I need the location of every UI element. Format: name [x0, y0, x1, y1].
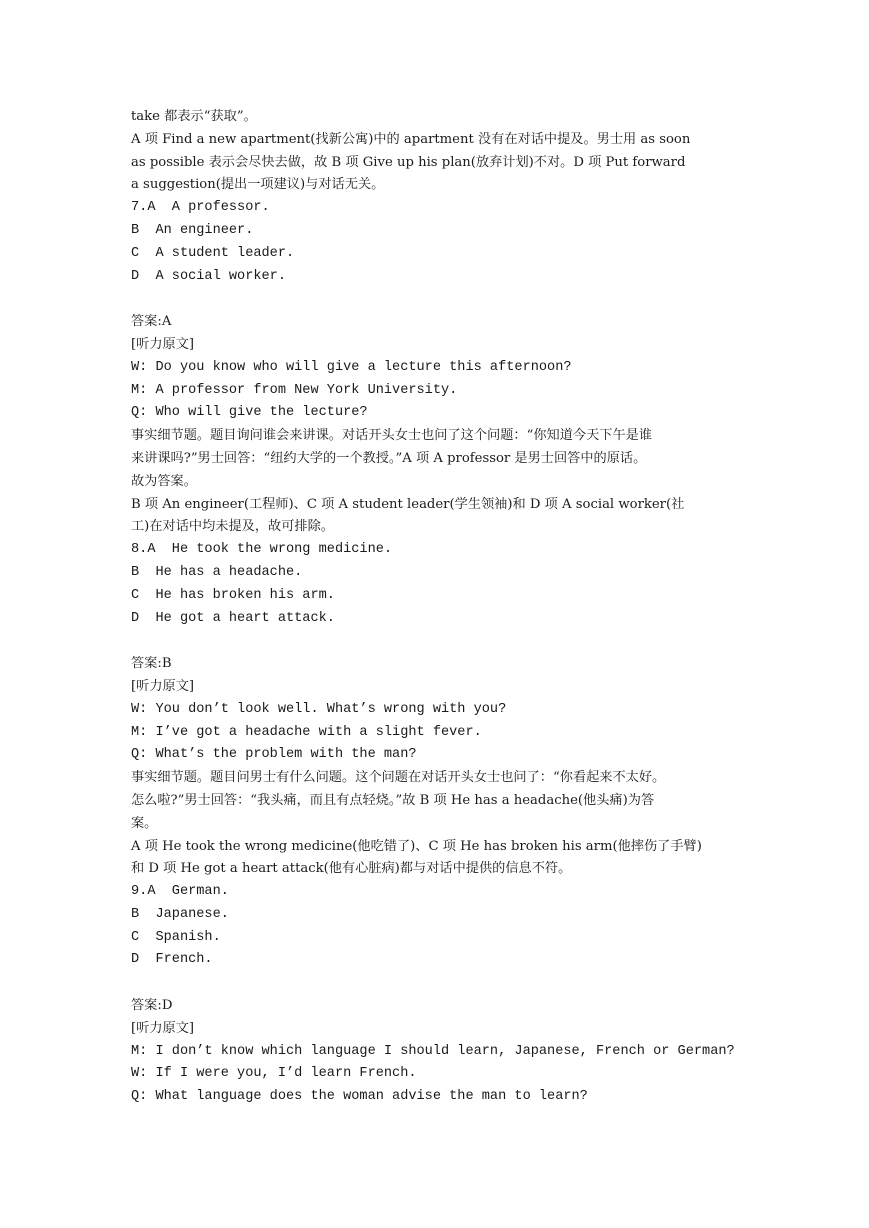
text-line: 怎么啦?”男士回答：“我头痛，而且有点轻烧。”故 B 项 He has a headache(他头痛)为答: [131, 792, 655, 808]
blank-line: [131, 972, 741, 995]
answer-line: 答案:A: [131, 314, 172, 330]
blank-line: [131, 630, 741, 653]
option-line: 7.A A professor.: [131, 200, 270, 216]
text-line: a suggestion(提出一项建议)与对话无关。: [131, 177, 385, 193]
text-line: 工)在对话中均未提及，故可排除。: [131, 519, 334, 535]
dialogue-line: M: I don’t know which language I should learn, Japanese, French or German?: [131, 1043, 735, 1059]
transcript-heading: [听力原文]: [131, 1020, 195, 1036]
dialogue-line: Q: What’s the problem with the man?: [131, 747, 417, 763]
option-line: C He has broken his arm.: [131, 587, 335, 603]
text-line: 来讲课吗?”男士回答：“纽约大学的一个教授。”A 项 A professor 是男士回答中的原话。: [131, 450, 647, 466]
transcript-heading: [听力原文]: [131, 678, 195, 694]
text-line: A 项 Find a new apartment(找新公寓)中的 apartment 没有在对话中提及。男士用 as soon: [131, 131, 691, 147]
dialogue-line: W: If I were you, I’d learn French.: [131, 1066, 417, 1082]
text-line: B 项 An engineer(工程师)、C 项 A student leader(学生领袖)和 D 项 A social worker(社: [131, 496, 685, 512]
option-line: 8.A He took the wrong medicine.: [131, 542, 393, 558]
option-line: C A student leader.: [131, 245, 295, 261]
text-line: 故为答案。: [131, 473, 197, 489]
option-line: D He got a heart attack.: [131, 610, 335, 626]
dialogue-line: Q: What language does the woman advise the man to learn?: [131, 1089, 588, 1105]
option-line: B He has a headache.: [131, 564, 303, 580]
option-line: D French.: [131, 952, 213, 968]
text-line: as possible 表示会尽快去做，故 B 项 Give up his plan(放弃计划)不对。D 项 Put forward: [131, 154, 686, 170]
dialogue-line: M: I’ve got a headache with a slight fever.: [131, 724, 482, 740]
transcript-heading: [听力原文]: [131, 336, 195, 352]
text-line: 案。: [131, 815, 158, 831]
dialogue-line: W: You don’t look well. What’s wrong with you?: [131, 701, 507, 717]
text-line: 事实细节题。题目问男士有什么问题。这个问题在对话开头女士也问了：“你看起来不太好。: [131, 770, 666, 786]
dialogue-line: W: Do you know who will give a lecture this afternoon?: [131, 359, 572, 375]
option-line: B An engineer.: [131, 222, 254, 238]
text-line: 事实细节题。题目询问谁会来讲课。对话开头女士也问了这个问题：“你知道今天下午是谁: [131, 428, 653, 444]
text-line: A 项 He took the wrong medicine(他吃错了)、C 项 He has broken his arm(他摔伤了手臂): [131, 838, 702, 854]
document-body: [131, 106, 741, 1109]
option-line: D A social worker.: [131, 268, 286, 284]
blank-line: [131, 288, 741, 311]
dialogue-line: Q: Who will give the lecture?: [131, 405, 368, 421]
dialogue-line: M: A professor from New York University.: [131, 382, 458, 398]
text-line: take 都表示“获取”。: [131, 109, 257, 124]
option-line: B Japanese.: [131, 906, 229, 922]
answer-line: 答案:D: [131, 998, 173, 1014]
answer-line: 答案:B: [131, 656, 172, 672]
option-line: C Spanish.: [131, 929, 221, 945]
option-line: 9.A German.: [131, 884, 229, 900]
text-line: 和 D 项 He got a heart attack(他有心脏病)都与对话中提供的信息不符。: [131, 861, 572, 877]
